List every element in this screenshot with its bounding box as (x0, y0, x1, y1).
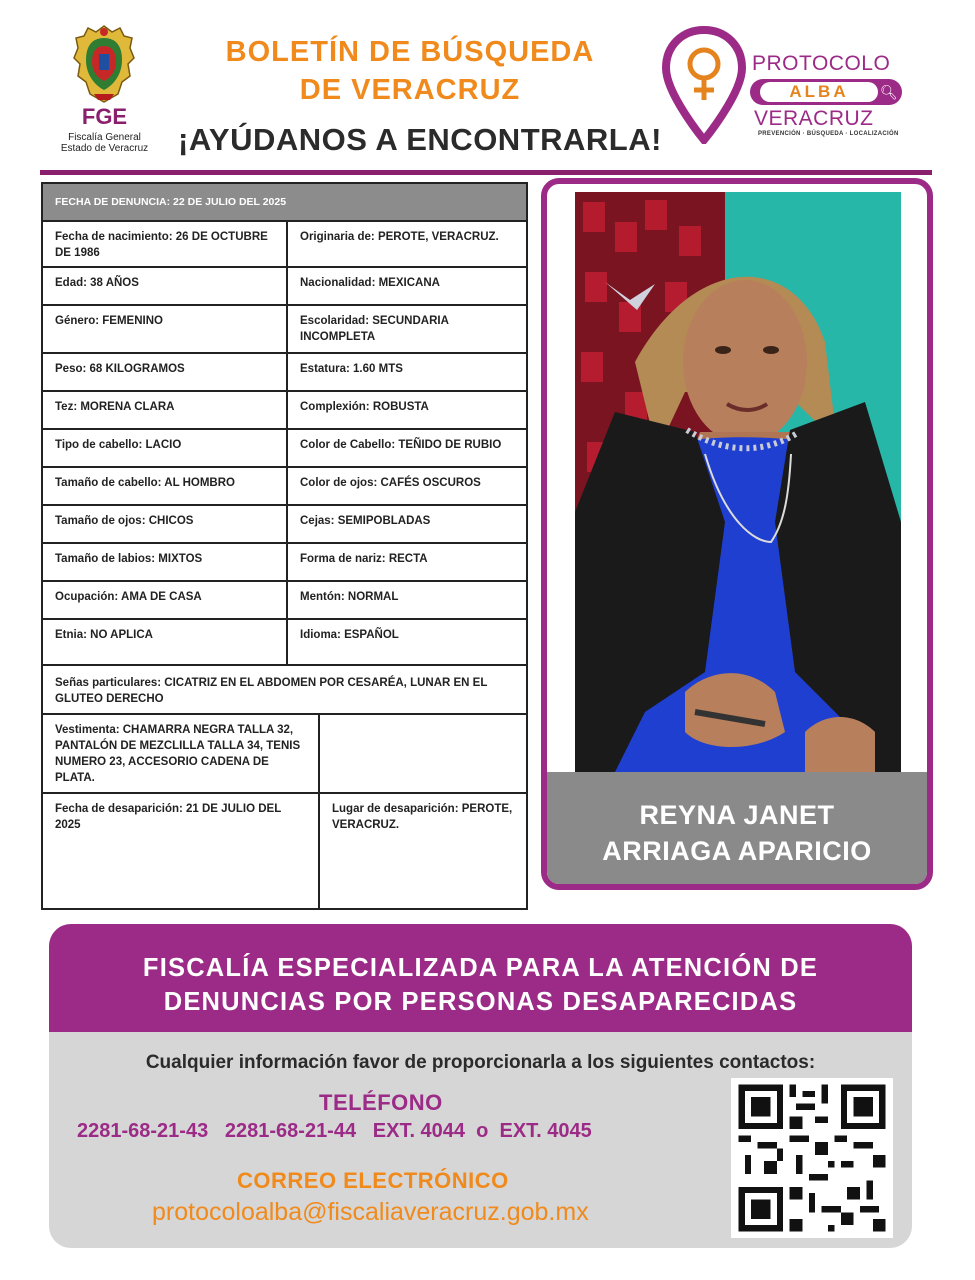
table-row (43, 430, 526, 468)
table-row (43, 582, 526, 620)
table-cell-right: Color de Cabello: TEÑIDO DE RUBIO (300, 439, 502, 451)
email-link[interactable]: protocoloalba@fiscaliaveracruz.gob.mx (152, 1198, 589, 1226)
clothing-empty-cell (320, 715, 526, 792)
table-row (43, 268, 526, 306)
agency-name-line2: DENUNCIAS POR PERSONAS DESAPARECIDAS (163, 988, 798, 1016)
contact-intro: Cualquier información favor de proporcionarla a los siguientes contactos: (145, 1052, 816, 1073)
disappearance-date: Fecha de desaparición: 21 DE JULIO DEL 2025 (43, 794, 320, 908)
table-cell-left: Género: FEMENINO (43, 306, 288, 352)
table-cell-left: Tamaño de labios: MIXTOS (43, 544, 288, 580)
table-row (43, 222, 526, 268)
table-row (43, 306, 526, 354)
protocolo-alba-logo (662, 26, 912, 166)
email-label: CORREO ELECTRÓNICO (237, 1168, 509, 1193)
table-row (43, 544, 526, 582)
female-symbol-pin-icon (662, 26, 746, 144)
table-cell-right: Estatura: 1.60 MTS (300, 363, 403, 375)
person-data-table (41, 182, 528, 910)
table-header-row (43, 184, 526, 222)
agency-banner (49, 924, 912, 1032)
fge-acronym: FGE (81, 104, 128, 129)
table-row-vestimenta (43, 715, 526, 794)
person-first-names: REYNA JANET (639, 800, 835, 830)
alba-veracruz-text: VERACRUZ (754, 107, 874, 130)
table-cell-right: Idioma: ESPAÑOL (300, 629, 399, 641)
header-divider (40, 170, 932, 175)
table-cell-left: Fecha de nacimiento: 26 DE OCTUBRE DE 1986 (43, 222, 288, 266)
coat-of-arms-icon (72, 24, 136, 104)
table-cell-right: Complexión: ROBUSTA (300, 401, 429, 413)
fge-org-name: Fiscalía General Estado de Veracruz (60, 132, 149, 154)
contact-box (49, 1032, 912, 1248)
table-row (43, 354, 526, 392)
bulletin-title-line2: DE VERACRUZ (299, 74, 521, 106)
qr-code-icon[interactable] (731, 1078, 893, 1238)
fge-logo (52, 24, 157, 159)
table-cell-left: Etnia: NO APLICA (43, 620, 288, 664)
phone-numbers[interactable]: 2281-68-21-43 2281-68-21-44 EXT. 4044 o EXT. 4045 (77, 1120, 592, 1142)
table-cell-left: Ocupación: AMA DE CASA (43, 582, 288, 618)
table-cell-right: Forma de nariz: RECTA (300, 553, 428, 565)
table-cell-right: Mentón: NORMAL (300, 591, 399, 603)
table-cell-left: Tamaño de cabello: AL HOMBRO (43, 468, 288, 504)
alba-word: ALBA (760, 82, 878, 102)
table-cell-left: Edad: 38 AÑOS (43, 268, 288, 304)
disappearance-place: Lugar de desaparición: PEROTE, VERACRUZ. (332, 803, 513, 831)
table-cell-left: Tez: MORENA CLARA (43, 392, 288, 428)
clothing: Vestimenta: CHAMARRA NEGRA TALLA 32, PANTALÓN DE MEZCLILLA TALLA 34, TENIS NUMERO 23, ACCESORIO CADENA DE PLATA. (43, 715, 320, 792)
table-row-desaparicion (43, 794, 526, 908)
person-last-names: ARRIAGA APARICIO (602, 836, 872, 866)
agency-name-line1: FISCALÍA ESPECIALIZADA PARA LA ATENCIÓN DE (142, 954, 819, 982)
table-cell-right: Color de ojos: CAFÉS OSCUROS (300, 477, 481, 489)
help-find-her-heading: ¡AYÚDANOS A ENCONTRARLA! (178, 122, 662, 157)
table-cell-right: Originaria de: PEROTE, VERACRUZ. (300, 231, 499, 243)
table-row (43, 392, 526, 430)
photo-panel (541, 178, 933, 890)
search-icon: 🔍︎ (880, 84, 898, 100)
bulletin-title-line1: BOLETÍN DE BÚSQUEDA (225, 36, 595, 68)
alba-protocolo-text: PROTOCOLO (752, 52, 891, 75)
table-row (43, 506, 526, 544)
table-cell-right: Nacionalidad: MEXICANA (300, 277, 440, 289)
table-row-senas (43, 668, 526, 715)
alba-tagline: PREVENCIÓN · BÚSQUEDA · LOCALIZACIÓN (758, 131, 899, 137)
table-row (43, 620, 526, 666)
table-cell-left: Tipo de cabello: LACIO (43, 430, 288, 466)
name-box (547, 772, 927, 884)
table-cell-left: Tamaño de ojos: CHICOS (43, 506, 288, 542)
phone-label: TELÉFONO (319, 1090, 443, 1115)
missing-person-photo (575, 192, 901, 772)
table-cell-right: Cejas: SEMIPOBLADAS (300, 515, 431, 527)
table-row (43, 468, 526, 506)
alba-pill (750, 79, 902, 105)
report-date: FECHA DE DENUNCIA: 22 DE JULIO DEL 2025 (55, 196, 287, 208)
distinguishing-marks: Señas particulares: CICATRIZ EN EL ABDOMEN POR CESARÉA, LUNAR EN EL GLUTEO DERECHO (55, 677, 488, 705)
table-cell-right: Escolaridad: SECUNDARIA INCOMPLETA (300, 315, 449, 343)
table-cell-left: Peso: 68 KILOGRAMOS (43, 354, 288, 390)
